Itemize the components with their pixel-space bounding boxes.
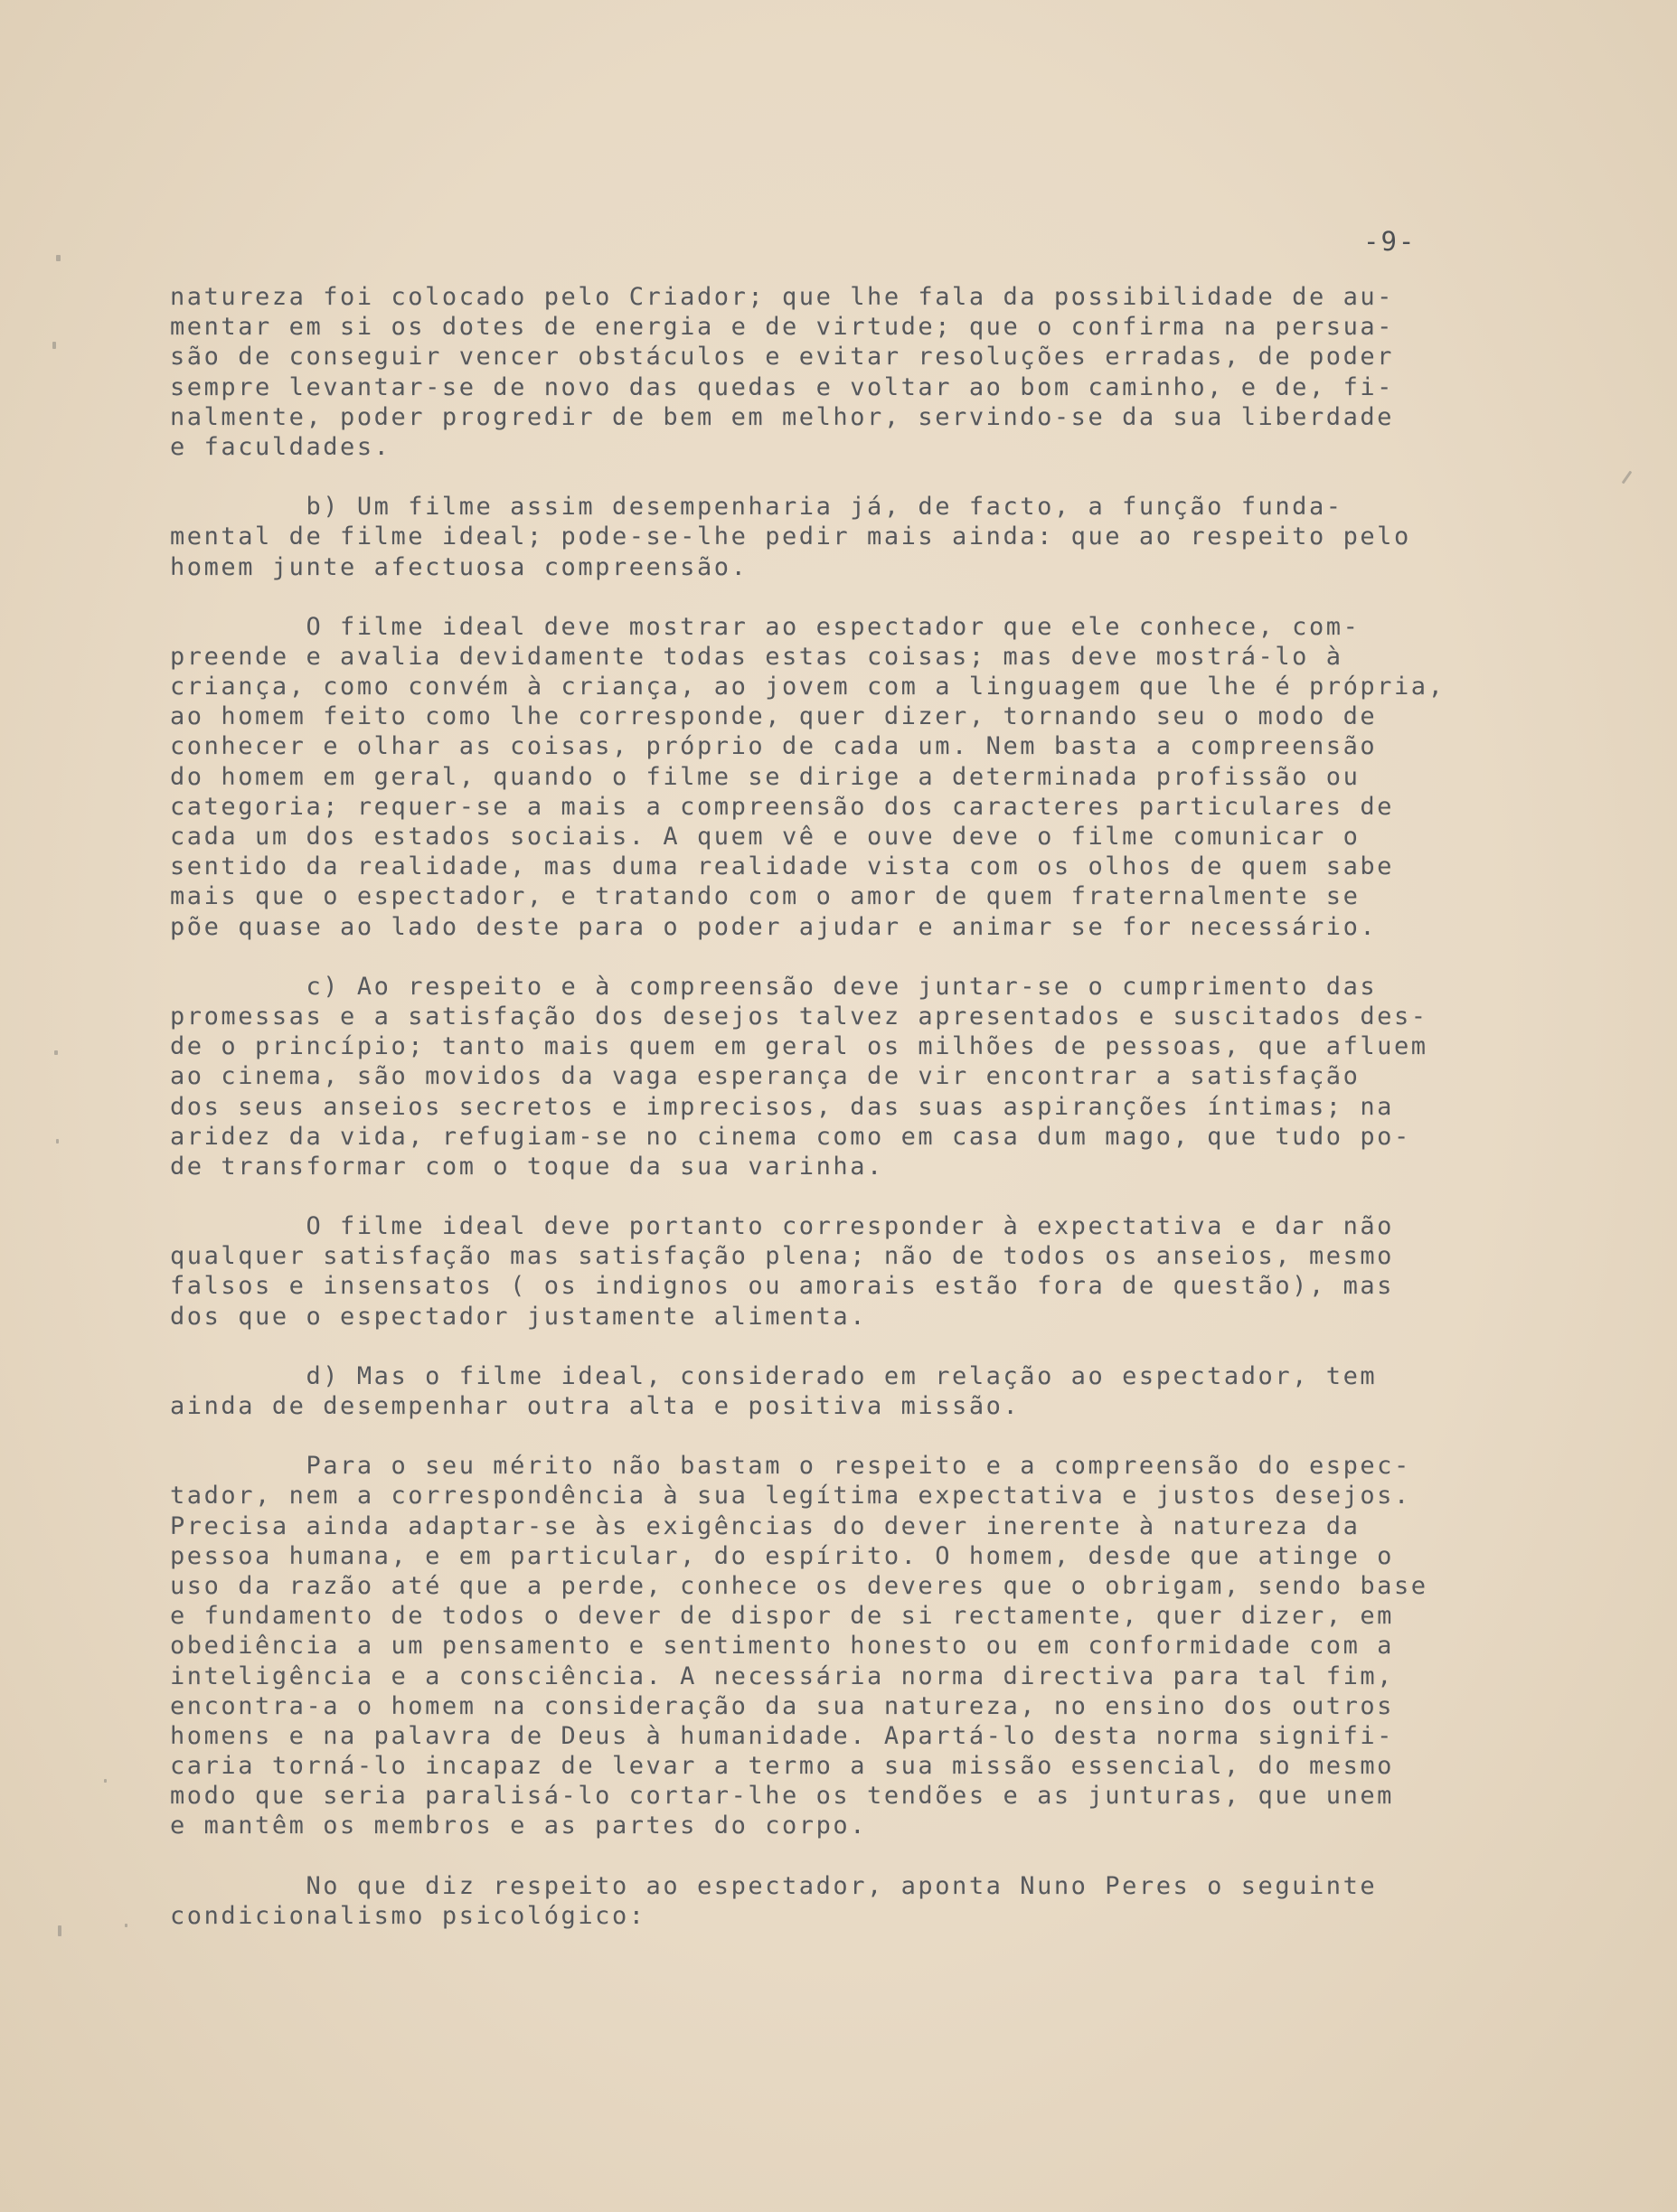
body-text xyxy=(170,282,1526,1961)
paragraph-p3 xyxy=(170,612,1526,942)
text-line: homem junte afectuosa compreensão. xyxy=(170,552,749,581)
text-line: sentido da realidade, mas duma realidade vista com os olhos de quem sabe xyxy=(170,852,1394,881)
text-line: do homem em geral, quando o filme se dirige a determinada profissão ou xyxy=(170,762,1361,791)
text-line: inteligência e a consciência. A necessária norma directiva para tal fim, xyxy=(170,1661,1394,1690)
paragraph-p6 xyxy=(170,1361,1526,1421)
text-line: O filme ideal deve mostrar ao espectador que ele conhece, com- xyxy=(170,612,1361,641)
page-number: -9- xyxy=(1363,226,1417,257)
text-line: No que diz respeito ao espectador, aponta Nuno Peres o seguinte xyxy=(170,1871,1378,1900)
text-line: categoria; requer-se a mais a compreensão dos caracteres particulares de xyxy=(170,792,1394,821)
text-line: pessoa humana, e em particular, do espírito. O homem, desde que atinge o xyxy=(170,1541,1394,1570)
text-line: caria torná-lo incapaz de levar a termo a sua missão essencial, do mesmo xyxy=(170,1752,1394,1781)
paragraph-p8 xyxy=(170,1871,1526,1931)
margin-mark xyxy=(104,1779,107,1783)
text-line: O filme ideal deve portanto corresponder à expectativa e dar não xyxy=(170,1212,1394,1241)
margin-mark xyxy=(125,1924,127,1927)
text-line: ao homem feito como lhe corresponde, quer dizer, tornando seu o modo de xyxy=(170,702,1378,731)
text-line: modo que seria paralisá-lo cortar-lhe os tendões e as junturas, que unem xyxy=(170,1782,1394,1811)
text-line: homens e na palavra de Deus à humanidade. Apartá-lo desta norma signifi- xyxy=(170,1721,1394,1750)
margin-mark xyxy=(56,255,61,261)
text-line: c) Ao respeito e à compreensão deve juntar-se o cumprimento das xyxy=(170,972,1378,1001)
text-line: dos que o espectador justamente alimenta. xyxy=(170,1302,868,1331)
text-line: de transformar com o toque da sua varinha. xyxy=(170,1152,884,1181)
text-line: criança, como convém à criança, ao jovem com a linguagem que lhe é própria, xyxy=(170,673,1446,701)
margin-mark xyxy=(58,1925,61,1936)
text-line: encontra-a o homem na consideração da sua natureza, no ensino dos outros xyxy=(170,1691,1394,1720)
text-line: obediência a um pensamento e sentimento honesto ou em conformidade com a xyxy=(170,1632,1394,1661)
text-line: cada um dos estados sociais. A quem vê e ouve deve o filme comunicar o xyxy=(170,823,1361,851)
text-line: condicionalismo psicológico: xyxy=(170,1901,646,1930)
text-line: dos seus anseios secretos e imprecisos, das suas aspiranções íntimas; na xyxy=(170,1092,1394,1121)
text-line: aridez da vida, refugiam-se no cinema como em casa dum mago, que tudo po- xyxy=(170,1122,1411,1151)
margin-mark xyxy=(1622,471,1633,485)
paragraph-p1 xyxy=(170,282,1526,462)
text-line: põe quase ao lado deste para o poder ajudar e animar se for necessário. xyxy=(170,912,1378,941)
text-line: Para o seu mérito não bastam o respeito e a compreensão do espec- xyxy=(170,1452,1411,1481)
text-line: natureza foi colocado pelo Criador; que lhe fala da possibilidade de au- xyxy=(170,283,1394,311)
text-line: mentar em si os dotes de energia e de virtude; que o confirma na persua- xyxy=(170,313,1394,342)
margin-mark xyxy=(54,1050,58,1055)
text-line: ainda de desempenhar outra alta e positiva missão. xyxy=(170,1392,1021,1420)
text-line: nalmente, poder progredir de bem em melhor, servindo-se da sua liberdade xyxy=(170,402,1394,431)
text-line: e mantêm os membros e as partes do corpo. xyxy=(170,1812,868,1840)
text-line: promessas e a satisfação dos desejos talvez apresentados e suscitados des- xyxy=(170,1002,1428,1031)
text-line: e fundamento de todos o dever de dispor de si rectamente, quer dizer, em xyxy=(170,1602,1394,1631)
text-line: falsos e insensatos ( os indignos ou amorais estão fora de questão), mas xyxy=(170,1272,1394,1301)
text-line: b) Um filme assim desempenharia já, de facto, a função funda- xyxy=(170,493,1343,522)
text-line: preende e avalia devidamente todas estas coisas; mas deve mostrá-lo à xyxy=(170,642,1343,671)
margin-mark xyxy=(52,342,56,349)
margin-mark xyxy=(56,1139,59,1144)
text-line: de o princípio; tanto mais quem em geral os milhões de pessoas, que afluem xyxy=(170,1032,1428,1061)
text-line: e faculdades. xyxy=(170,432,391,461)
text-line: ao cinema, são movidos da vaga esperança de vir encontrar a satisfação xyxy=(170,1062,1361,1091)
text-line: conhecer e olhar as coisas, próprio de cada um. Nem basta a compreensão xyxy=(170,732,1378,761)
paragraph-p2 xyxy=(170,492,1526,582)
text-line: mental de filme ideal; pode-se-lhe pedir mais ainda: que ao respeito pelo xyxy=(170,522,1411,551)
paragraph-p4 xyxy=(170,972,1526,1181)
text-line: tador, nem a correspondência à sua legítima expectativa e justos desejos. xyxy=(170,1482,1411,1511)
text-line: qualquer satisfação mas satisfação plena; não de todos os anseios, mesmo xyxy=(170,1242,1394,1271)
text-line: mais que o espectador, e tratando com o amor de quem fraternalmente se xyxy=(170,882,1361,911)
paragraph-p5 xyxy=(170,1211,1526,1332)
text-line: uso da razão até que a perde, conhece os deveres que o obrigam, sendo base xyxy=(170,1571,1428,1600)
paragraph-p7 xyxy=(170,1451,1526,1840)
text-line: sempre levantar-se de novo das quedas e voltar ao bom caminho, e de, fi- xyxy=(170,372,1394,401)
text-line: Precisa ainda adaptar-se às exigências do dever inerente à natureza da xyxy=(170,1511,1361,1540)
text-line: d) Mas o filme ideal, considerado em relação ao espectador, tem xyxy=(170,1361,1378,1390)
text-line: são de conseguir vencer obstáculos e evitar resoluções erradas, de poder xyxy=(170,343,1394,372)
